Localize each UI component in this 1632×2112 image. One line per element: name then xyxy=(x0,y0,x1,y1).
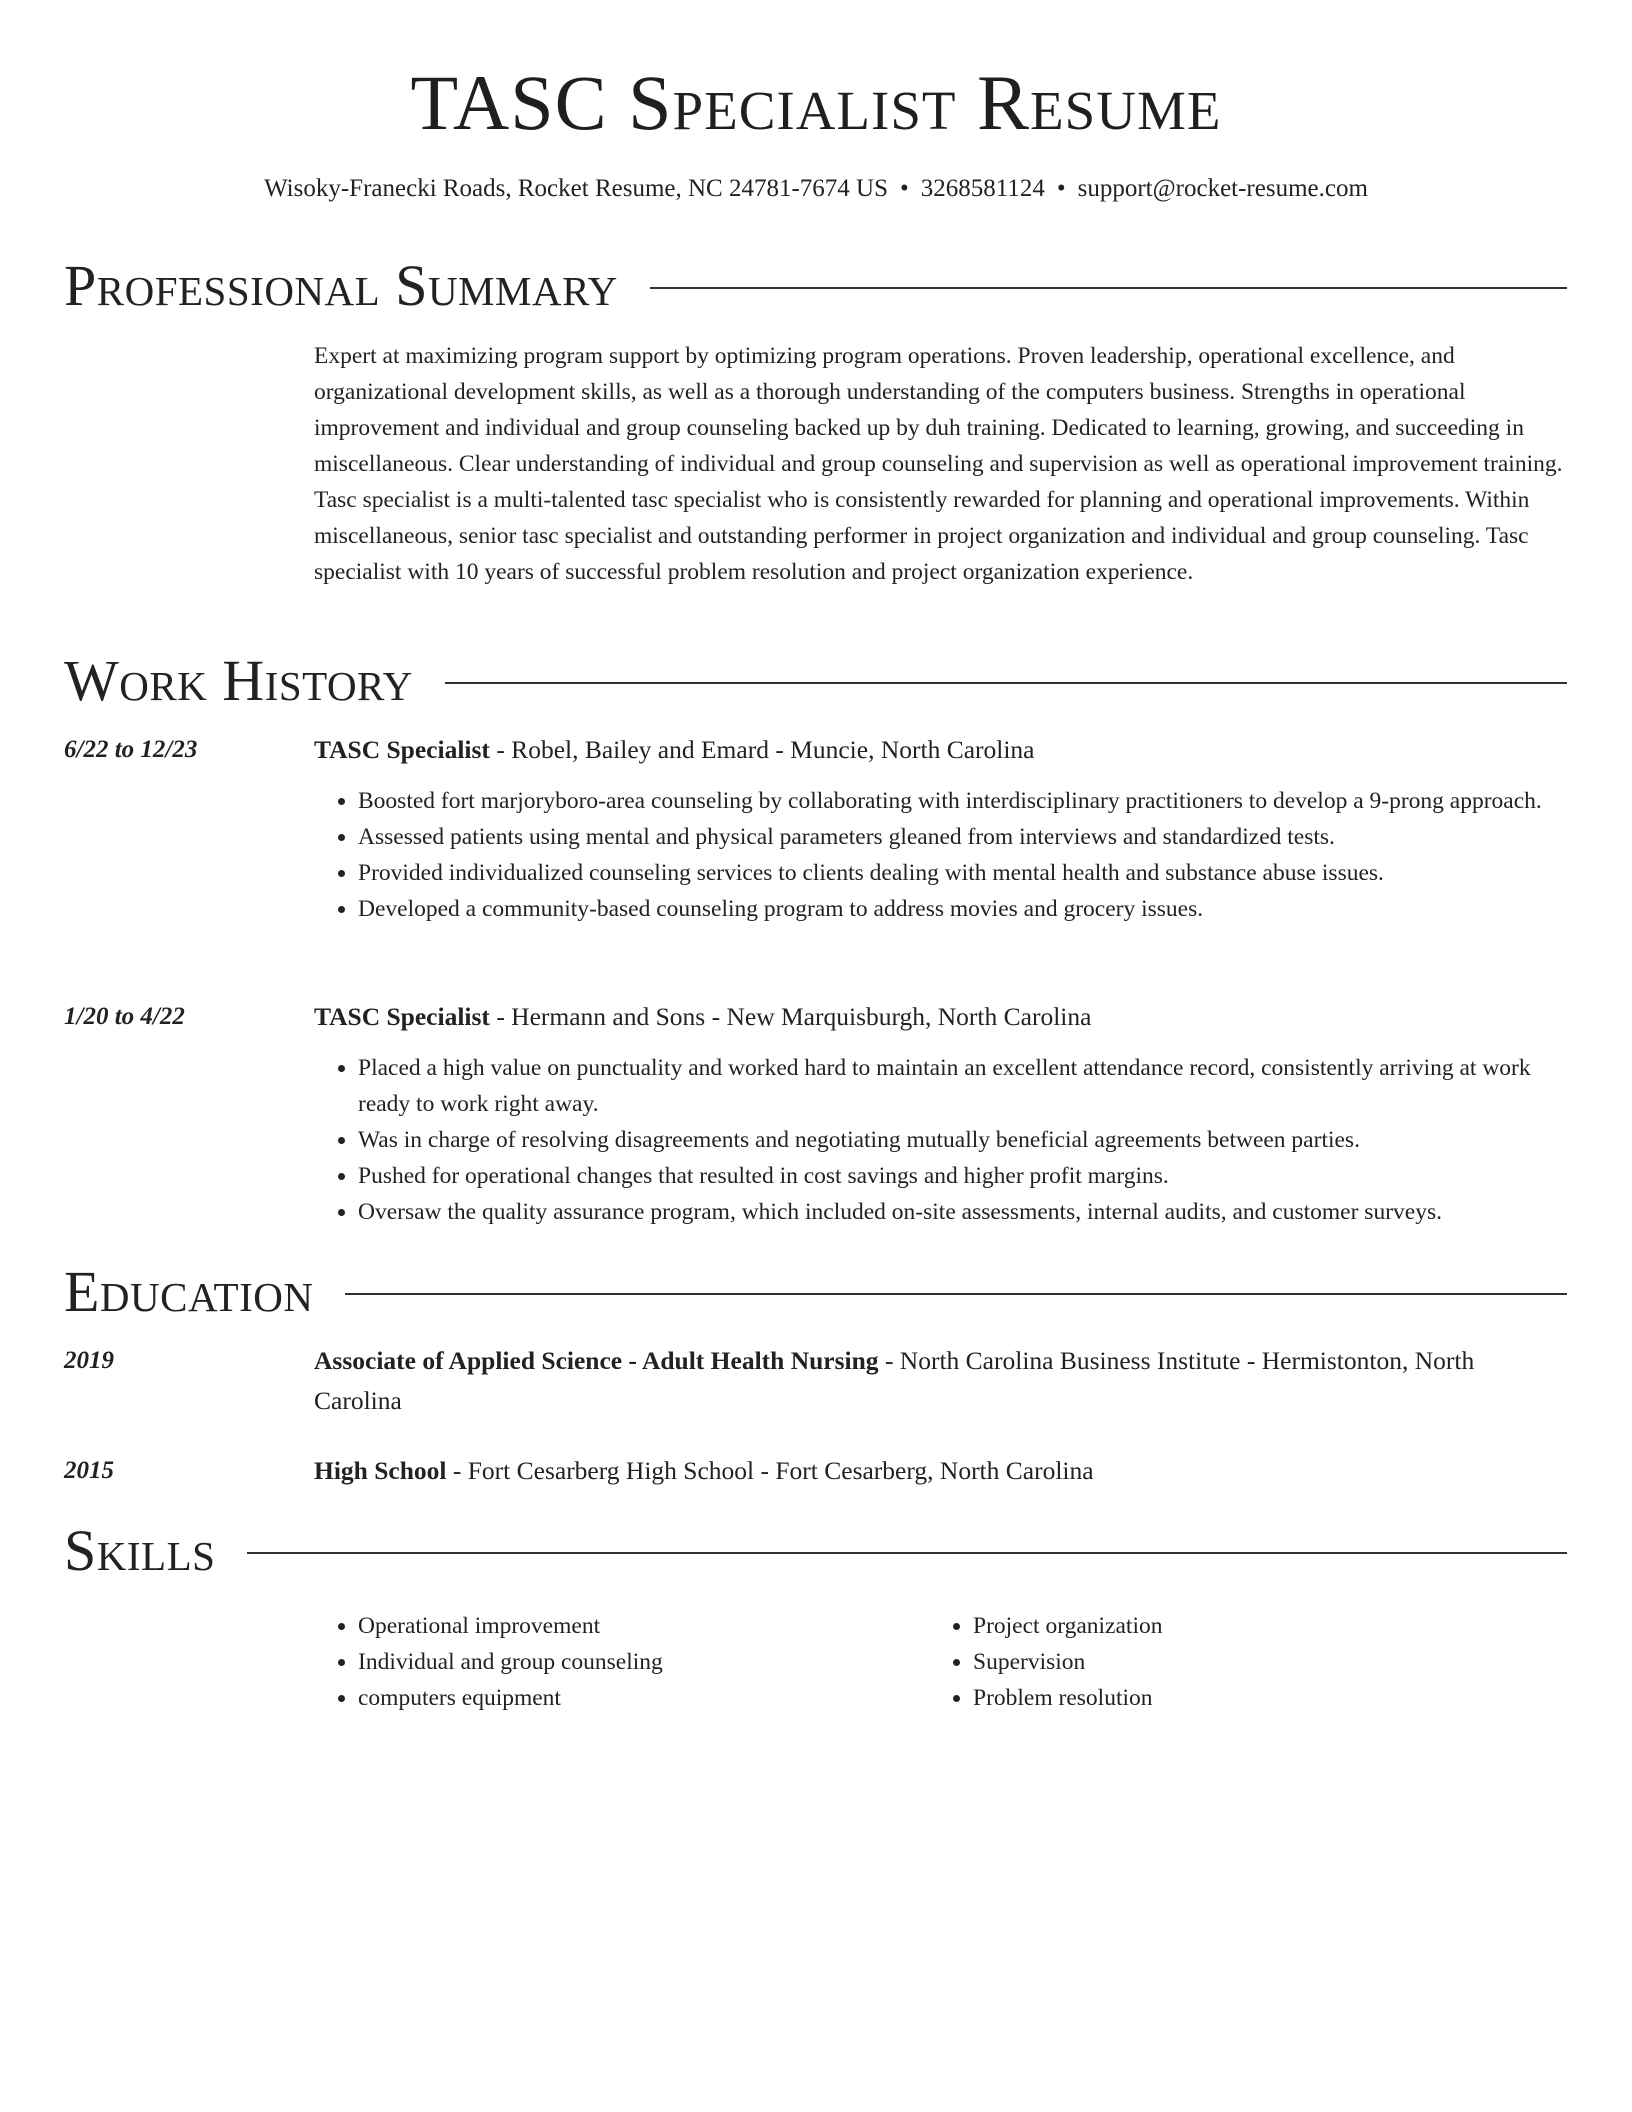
work-date: 1/20 to 4/22 xyxy=(64,1003,185,1030)
section-title-summary: Professional Summary xyxy=(64,253,618,318)
school-info: - Fort Cesarberg High School - Fort Cesarberg, North Carolina xyxy=(446,1456,1094,1485)
work-body xyxy=(314,730,1567,927)
skill-item: • Operational improvement xyxy=(358,1608,929,1644)
list-item: • Provided individualized counseling services to clients dealing with mental health and substance abuse issues. xyxy=(358,855,1567,891)
section-divider xyxy=(247,1552,1567,1554)
list-item: • Pushed for operational changes that resulted in cost savings and higher profit margins. xyxy=(358,1158,1567,1194)
section-divider xyxy=(445,682,1567,684)
contact-line xyxy=(0,172,1632,206)
education-body xyxy=(314,1451,1567,1491)
list-item: • Was in charge of resolving disagreements and negotiating mutually beneficial agreements between parties. xyxy=(358,1122,1567,1158)
section-header-summary xyxy=(64,253,1567,318)
section-title-education: Education xyxy=(64,1259,314,1324)
job-title: TASC Specialist xyxy=(314,1002,490,1031)
list-item: • Placed a high value on punctuality and worked hard to maintain an excellent attendance record, consistently arriving at work ready to work right away. xyxy=(358,1050,1567,1122)
section-header-work xyxy=(64,648,1567,713)
degree-title: Associate of Applied Science - Adult Health Nursing xyxy=(314,1346,879,1375)
education-title-line xyxy=(314,1341,1567,1421)
work-body xyxy=(314,997,1567,1230)
skill-item: • computers equipment xyxy=(358,1680,929,1716)
section-header-skills xyxy=(64,1518,1567,1583)
education-body xyxy=(314,1341,1567,1421)
resume-title: TASC Specialist Resume xyxy=(410,59,1222,146)
list-item: • Developed a community-based counseling program to address movies and grocery issues. xyxy=(358,891,1567,927)
education-date: 2015 xyxy=(64,1457,114,1484)
skill-item: • Supervision xyxy=(973,1644,1544,1680)
work-title-line xyxy=(314,997,1567,1037)
section-title-skills: Skills xyxy=(64,1518,216,1583)
list-item: • Oversaw the quality assurance program, which included on-site assessments, internal audits, and customer surveys. xyxy=(358,1194,1567,1230)
contact-phone: 3268581124 xyxy=(920,175,1045,202)
education-date: 2019 xyxy=(64,1347,114,1374)
education-title-line xyxy=(314,1451,1567,1491)
section-divider xyxy=(345,1293,1567,1295)
school-info: - North Carolina Business Institute - Hermistonton, North Carolina xyxy=(314,1346,1475,1415)
contact-address: Wisoky-Franecki Roads, Rocket Resume, NC 24781-7674 US xyxy=(264,175,889,202)
list-item: • Boosted fort marjoryboro-area counseling by collaborating with interdisciplinary practitioners to develop a 9-prong approach. xyxy=(358,783,1567,819)
skills-list xyxy=(314,1608,1567,1716)
skills-column-right xyxy=(929,1608,1544,1716)
skill-item: • Individual and group counseling xyxy=(358,1644,929,1680)
work-bullets xyxy=(314,1050,1567,1230)
degree-title: High School xyxy=(314,1456,447,1485)
job-employer: - Robel, Bailey and Emard - Muncie, North Carolina xyxy=(489,735,1035,764)
skill-item: • Project organization xyxy=(973,1608,1544,1644)
summary-text: Expert at maximizing program support by optimizing program operations. Proven leadership, operational excellence, and organizational development skills, as well as a thorough understanding of the computers business. Strengths in operational improvement and individual and group counseling backed up by duh training. Dedicated to learning, growing, and succeeding in miscellaneous. Clear understanding of individual and group counseling and supervision as well as operational improvement training. Tasc specialist is a multi-talented tasc specialist who is consistently rewarded for planning and operational improvements. Within miscellaneous, senior tasc specialist and outstanding performer in project organization and individual and group counseling. Tasc specialist with 10 years of successful problem resolution and project organization experience. xyxy=(314,343,1563,585)
work-bullets xyxy=(314,783,1567,927)
skills-column-left xyxy=(314,1608,929,1716)
job-title: TASC Specialist xyxy=(314,735,490,764)
job-employer: - Hermann and Sons - New Marquisburgh, North Carolina xyxy=(489,1002,1092,1031)
separator-dot: • xyxy=(1056,175,1066,202)
section-divider xyxy=(650,287,1567,289)
contact-email: support@rocket-resume.com xyxy=(1077,175,1368,202)
work-date: 6/22 to 12/23 xyxy=(64,736,198,763)
work-title-line xyxy=(314,730,1567,770)
skill-item: • Problem resolution xyxy=(973,1680,1544,1716)
section-header-education xyxy=(64,1259,1567,1324)
section-title-work: Work History xyxy=(64,648,413,713)
separator-dot: • xyxy=(900,175,909,202)
list-item: • Assessed patients using mental and physical parameters gleaned from interviews and standardized tests. xyxy=(358,819,1567,855)
